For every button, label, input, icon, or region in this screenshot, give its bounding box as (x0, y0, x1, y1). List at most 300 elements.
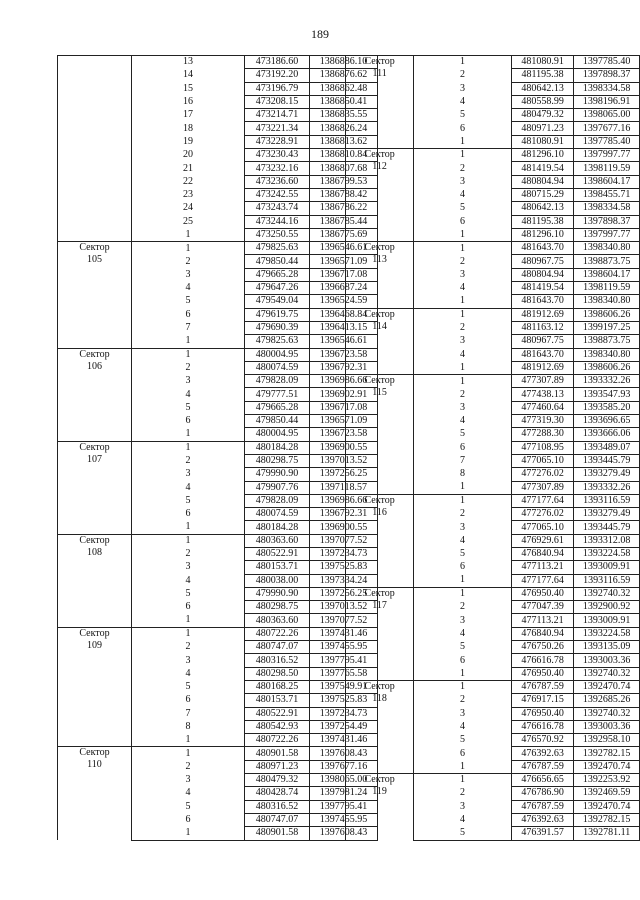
coordinate-x: 476391.57 (511, 827, 573, 840)
coordinate-y: 1386785.44 (310, 215, 378, 228)
point-number: 1 (414, 149, 512, 162)
point-number: 2 (414, 508, 512, 521)
point-number: 15 (132, 82, 245, 95)
point-number: 4 (132, 667, 245, 680)
point-number: 21 (132, 162, 245, 175)
sector-label: Сектор 113 (346, 242, 414, 308)
point-number: 5 (414, 109, 512, 122)
coordinate-x: 479825.63 (245, 335, 310, 348)
coordinate-y: 1396986.66 (310, 494, 378, 507)
coordinate-y: 1396413.15 (310, 321, 378, 334)
point-number: 7 (414, 454, 512, 467)
coordinate-x: 479777.51 (245, 388, 310, 401)
point-number: 1 (414, 774, 512, 787)
coordinate-y: 1397455.95 (310, 641, 378, 654)
coordinate-x: 479690.39 (245, 321, 310, 334)
coordinate-x: 479828.09 (245, 375, 310, 388)
coordinate-y: 1397898.37 (574, 69, 640, 82)
coordinate-x: 480642.13 (511, 202, 573, 215)
point-number: 6 (414, 215, 512, 228)
coordinate-x: 477047.39 (511, 601, 573, 614)
coordinate-x: 480642.13 (511, 82, 573, 95)
coordinate-y: 1397077.52 (310, 614, 378, 627)
coordinate-x: 480074.59 (245, 508, 310, 521)
coordinate-x: 480363.60 (245, 534, 310, 547)
point-number: 4 (414, 627, 512, 640)
coordinate-y: 1397549.91 (310, 680, 378, 693)
point-number: 2 (132, 641, 245, 654)
coordinate-x: 473208.15 (245, 95, 310, 108)
coordinate-y: 1398606.26 (574, 308, 640, 321)
coordinate-y: 1396571.09 (310, 415, 378, 428)
coordinate-x: 481195.38 (511, 215, 573, 228)
coordinate-y: 1397677.16 (574, 122, 640, 135)
coordinate-x: 477276.02 (511, 508, 573, 521)
coordinate-x: 476917.15 (511, 694, 573, 707)
coordinate-x: 480184.28 (245, 441, 310, 454)
coordinate-x: 476950.40 (511, 707, 573, 720)
coordinate-x: 476616.78 (511, 720, 573, 733)
sector-label: Сектор 106 (58, 348, 132, 441)
sector-label: Сектор 107 (58, 441, 132, 534)
point-number: 5 (132, 800, 245, 813)
point-number: 23 (132, 188, 245, 201)
coordinate-x: 480074.59 (245, 361, 310, 374)
page-number: 189 (311, 27, 329, 41)
point-number: 1 (414, 375, 512, 388)
point-number: 3 (132, 654, 245, 667)
table-row (346, 680, 640, 693)
point-number: 4 (132, 787, 245, 800)
coordinate-y: 1396723.58 (310, 428, 378, 441)
sector-label: Сектор 115 (346, 375, 414, 495)
coordinate-x: 481080.91 (511, 135, 573, 148)
table-row (346, 774, 640, 787)
point-number: 6 (414, 654, 512, 667)
coordinate-y: 1396900.55 (310, 441, 378, 454)
coordinate-y: 1398196.91 (574, 95, 640, 108)
coordinate-y: 1397981.24 (310, 787, 378, 800)
point-number: 2 (414, 787, 512, 800)
point-number: 1 (414, 667, 512, 680)
coordinate-y: 1396546.61 (310, 242, 378, 255)
point-number: 3 (414, 401, 512, 414)
table-row (58, 627, 378, 640)
coordinate-x: 480901.58 (245, 827, 310, 840)
coordinate-y: 1393445.79 (574, 454, 640, 467)
coordinate-y: 1396792.31 (310, 508, 378, 521)
point-number: 2 (414, 321, 512, 334)
coordinate-y: 1398873.75 (574, 255, 640, 268)
coordinate-y: 1393445.79 (574, 521, 640, 534)
coordinate-y: 1398340.80 (574, 295, 640, 308)
point-number: 1 (132, 335, 245, 348)
point-number: 6 (132, 694, 245, 707)
coordinate-y: 1398604.17 (574, 175, 640, 188)
coordinate-x: 480967.75 (511, 335, 573, 348)
point-number: 2 (414, 69, 512, 82)
coordinate-y: 1396723.58 (310, 348, 378, 361)
coordinate-x: 477460.64 (511, 401, 573, 414)
sector-label (58, 56, 132, 242)
point-number: 1 (132, 242, 245, 255)
coordinate-x: 480168.25 (245, 680, 310, 693)
coordinate-x: 477177.64 (511, 494, 573, 507)
coordinate-y: 1392253.92 (574, 774, 640, 787)
coordinate-x: 479549.04 (245, 295, 310, 308)
point-number: 1 (132, 228, 245, 241)
point-number: 2 (132, 454, 245, 467)
point-number: 6 (414, 122, 512, 135)
coordinate-x: 480558.99 (511, 95, 573, 108)
table-row (58, 441, 378, 454)
coordinate-y: 1393666.06 (574, 428, 640, 441)
coordinate-x: 476656.65 (511, 774, 573, 787)
point-number: 2 (414, 388, 512, 401)
coordinate-x: 480971.23 (511, 122, 573, 135)
point-number: 1 (132, 827, 245, 840)
point-number: 17 (132, 109, 245, 122)
coordinate-x: 477065.10 (511, 521, 573, 534)
coordinate-y: 1397455.95 (310, 813, 378, 826)
coordinate-x: 477108.95 (511, 441, 573, 454)
coordinate-y: 1393224.58 (574, 627, 640, 640)
coordinate-y: 1392470.74 (574, 760, 640, 773)
coordinate-y: 1397256.25 (310, 468, 378, 481)
point-number: 4 (132, 574, 245, 587)
coordinate-x: 480971.23 (245, 760, 310, 773)
point-number: 8 (414, 468, 512, 481)
coordinate-x: 476787.59 (511, 800, 573, 813)
coordinate-y: 1392781.11 (574, 827, 640, 840)
point-number: 7 (132, 321, 245, 334)
coordinate-y: 1397898.37 (574, 215, 640, 228)
coordinate-y: 1396900.55 (310, 521, 378, 534)
point-number: 5 (132, 680, 245, 693)
coordinate-y: 1393696.65 (574, 415, 640, 428)
coordinate-x: 480722.26 (245, 627, 310, 640)
point-number: 19 (132, 135, 245, 148)
point-number: 1 (414, 574, 512, 587)
coordinate-y: 1392469.59 (574, 787, 640, 800)
coordinate-x: 480722.26 (245, 734, 310, 747)
point-number: 6 (132, 508, 245, 521)
coordinate-x: 480522.91 (245, 547, 310, 560)
sector-label: Сектор 118 (346, 680, 414, 773)
coordinate-y: 1393116.59 (574, 574, 640, 587)
coordinate-x: 477065.10 (511, 454, 573, 467)
coordinate-y: 1397785.40 (574, 56, 640, 69)
point-number: 1 (132, 734, 245, 747)
table-row (346, 242, 640, 255)
coordinate-y: 1393009.91 (574, 614, 640, 627)
coordinate-x: 473243.74 (245, 202, 310, 215)
point-number: 1 (132, 747, 245, 760)
coordinate-y: 1397677.16 (310, 760, 378, 773)
coordinate-y: 1393003.36 (574, 654, 640, 667)
sector-label: Сектор 105 (58, 242, 132, 348)
table-row (346, 56, 640, 69)
point-number: 2 (132, 547, 245, 560)
coordinate-x: 473228.91 (245, 135, 310, 148)
coordinate-y: 1393009.91 (574, 561, 640, 574)
point-number: 4 (132, 481, 245, 494)
coordinate-x: 473236.60 (245, 175, 310, 188)
coordinate-y: 1386799.53 (310, 175, 378, 188)
point-number: 3 (414, 268, 512, 281)
point-number: 20 (132, 149, 245, 162)
sector-label: Сектор 109 (58, 627, 132, 747)
coordinate-x: 479907.76 (245, 481, 310, 494)
coordinate-y: 1397765.58 (310, 667, 378, 680)
right-coordinates-table (345, 55, 640, 841)
sector-label: Сектор 114 (346, 308, 414, 374)
sector-label: Сектор 108 (58, 534, 132, 627)
point-number: 6 (414, 441, 512, 454)
coordinate-x: 480298.75 (245, 454, 310, 467)
coordinate-x: 480479.32 (511, 109, 573, 122)
coordinate-x: 480804.94 (511, 175, 573, 188)
coordinate-x: 477288.30 (511, 428, 573, 441)
coordinate-y: 1392685.26 (574, 694, 640, 707)
table-row (58, 534, 378, 547)
point-number: 4 (414, 348, 512, 361)
point-number: 1 (414, 680, 512, 693)
point-number: 1 (132, 521, 245, 534)
point-number: 1 (132, 441, 245, 454)
coordinate-y: 1398455.71 (574, 188, 640, 201)
sector-label: Сектор 111 (346, 56, 414, 149)
coordinate-x: 481643.70 (511, 242, 573, 255)
coordinate-x: 479665.28 (245, 401, 310, 414)
coordinate-y: 1396546.61 (310, 335, 378, 348)
coordinate-x: 479850.44 (245, 255, 310, 268)
point-number: 7 (132, 707, 245, 720)
coordinate-y: 1398606.26 (574, 361, 640, 374)
coordinate-y: 1397334.24 (310, 574, 378, 587)
point-number: 25 (132, 215, 245, 228)
coordinate-y: 1396792.31 (310, 361, 378, 374)
coordinate-x: 477307.89 (511, 375, 573, 388)
point-number: 4 (414, 415, 512, 428)
sector-label: Сектор 117 (346, 587, 414, 680)
coordinate-y: 1393312.08 (574, 534, 640, 547)
coordinate-y: 1392740.32 (574, 707, 640, 720)
coordinate-y: 1397013.52 (310, 454, 378, 467)
coordinate-x: 481163.12 (511, 321, 573, 334)
point-number: 1 (132, 627, 245, 640)
point-number: 3 (414, 335, 512, 348)
coordinate-y: 1386807.68 (310, 162, 378, 175)
coordinate-x: 479665.28 (245, 268, 310, 281)
coordinate-y: 1393135.09 (574, 641, 640, 654)
point-number: 1 (414, 481, 512, 494)
coordinate-y: 1397254.49 (310, 720, 378, 733)
point-number: 1 (414, 308, 512, 321)
coordinate-x: 480967.75 (511, 255, 573, 268)
coordinate-y: 1396902.91 (310, 388, 378, 401)
point-number: 2 (132, 361, 245, 374)
coordinate-y: 1392782.15 (574, 813, 640, 826)
point-number: 16 (132, 95, 245, 108)
coordinate-x: 480715.29 (511, 188, 573, 201)
coordinate-y: 1397608.43 (310, 827, 378, 840)
coordinate-x: 480522.91 (245, 707, 310, 720)
coordinate-x: 480184.28 (245, 521, 310, 534)
coordinate-y: 1386810.84 (310, 149, 378, 162)
point-number: 5 (132, 401, 245, 414)
coordinate-y: 1386826.24 (310, 122, 378, 135)
coordinate-y: 1398065.00 (310, 774, 378, 787)
coordinate-x: 480038.00 (245, 574, 310, 587)
table-row (58, 348, 378, 361)
point-number: 5 (132, 295, 245, 308)
point-number: 2 (414, 162, 512, 175)
coordinate-x: 477307.89 (511, 481, 573, 494)
coordinate-x: 481195.38 (511, 69, 573, 82)
coordinate-y: 1397997.77 (574, 149, 640, 162)
point-number: 5 (414, 827, 512, 840)
table-row (58, 747, 378, 760)
point-number: 4 (414, 188, 512, 201)
point-number: 1 (414, 760, 512, 773)
coordinate-y: 1396571.09 (310, 255, 378, 268)
coordinate-y: 1386862.48 (310, 82, 378, 95)
coordinate-x: 480316.52 (245, 654, 310, 667)
coordinate-x: 479828.09 (245, 494, 310, 507)
coordinate-x: 480542.93 (245, 720, 310, 733)
coordinate-x: 481080.91 (511, 56, 573, 69)
coordinate-y: 1393585.20 (574, 401, 640, 414)
point-number: 18 (132, 122, 245, 135)
coordinate-y: 1396468.84 (310, 308, 378, 321)
coordinate-x: 481296.10 (511, 149, 573, 162)
sector-label: Сектор 110 (58, 747, 132, 840)
coordinate-y: 1397608.43 (310, 747, 378, 760)
coordinate-x: 479647.26 (245, 282, 310, 295)
coordinate-x: 480004.95 (245, 428, 310, 441)
coordinate-y: 1398604.17 (574, 268, 640, 281)
coordinate-x: 477319.30 (511, 415, 573, 428)
point-number: 2 (132, 255, 245, 268)
coordinate-x: 473186.60 (245, 56, 310, 69)
point-number: 4 (414, 282, 512, 295)
coordinate-x: 480316.52 (245, 800, 310, 813)
point-number: 3 (414, 175, 512, 188)
coordinate-x: 480901.58 (245, 747, 310, 760)
coordinate-y: 1397525.83 (310, 561, 378, 574)
coordinate-x: 481912.69 (511, 308, 573, 321)
coordinate-y: 1397013.52 (310, 601, 378, 614)
coordinate-x: 480298.75 (245, 601, 310, 614)
point-number: 4 (132, 282, 245, 295)
coordinate-x: 473192.20 (245, 69, 310, 82)
coordinate-x: 481643.70 (511, 295, 573, 308)
table-row (346, 375, 640, 388)
point-number: 24 (132, 202, 245, 215)
point-number: 1 (132, 614, 245, 627)
point-number: 5 (414, 641, 512, 654)
coordinate-y: 1397234.73 (310, 707, 378, 720)
coordinate-y: 1396986.66 (310, 375, 378, 388)
coordinate-x: 479990.90 (245, 468, 310, 481)
coordinate-y: 1392958.10 (574, 734, 640, 747)
coordinate-y: 1397785.40 (574, 135, 640, 148)
table-row (58, 242, 378, 255)
coordinate-x: 481296.10 (511, 228, 573, 241)
coordinate-y: 1393332.26 (574, 481, 640, 494)
coordinate-x: 479825.63 (245, 242, 310, 255)
coordinate-x: 480747.07 (245, 813, 310, 826)
coordinate-x: 480479.32 (245, 774, 310, 787)
point-number: 8 (132, 720, 245, 733)
coordinate-y: 1386813.62 (310, 135, 378, 148)
coordinate-y: 1397431.46 (310, 734, 378, 747)
coordinate-x: 476750.26 (511, 641, 573, 654)
coordinate-y: 1397795.41 (310, 654, 378, 667)
point-number: 4 (414, 534, 512, 547)
point-number: 6 (132, 308, 245, 321)
coordinate-x: 477113.21 (511, 614, 573, 627)
coordinate-y: 1398065.00 (574, 109, 640, 122)
coordinate-x: 480804.94 (511, 268, 573, 281)
point-number: 6 (132, 813, 245, 826)
point-number: 3 (414, 707, 512, 720)
point-number: 1 (414, 242, 512, 255)
point-number: 6 (414, 561, 512, 574)
point-number: 3 (132, 268, 245, 281)
coordinate-y: 1397256.25 (310, 587, 378, 600)
coordinate-x: 477276.02 (511, 468, 573, 481)
point-number: 6 (132, 601, 245, 614)
point-number: 4 (132, 388, 245, 401)
coordinate-x: 473242.55 (245, 188, 310, 201)
point-number: 6 (132, 415, 245, 428)
coordinate-y: 1392740.32 (574, 667, 640, 680)
point-number: 3 (132, 774, 245, 787)
coordinate-x: 473221.34 (245, 122, 310, 135)
coordinate-x: 476929.61 (511, 534, 573, 547)
coordinate-x: 476950.40 (511, 587, 573, 600)
point-number: 3 (414, 82, 512, 95)
coordinate-x: 479619.75 (245, 308, 310, 321)
point-number: 4 (414, 720, 512, 733)
coordinate-x: 481419.54 (511, 162, 573, 175)
coordinate-y: 1386876.62 (310, 69, 378, 82)
point-number: 5 (132, 494, 245, 507)
coordinate-x: 473230.43 (245, 149, 310, 162)
left-coordinates-table (57, 55, 378, 841)
coordinate-y: 1393003.36 (574, 720, 640, 733)
coordinate-y: 1392740.32 (574, 587, 640, 600)
coordinate-y: 1398334.58 (574, 82, 640, 95)
coordinate-x: 477177.64 (511, 574, 573, 587)
point-number: 13 (132, 56, 245, 69)
coordinate-y: 1396717.08 (310, 401, 378, 414)
coordinate-y: 1398873.75 (574, 335, 640, 348)
point-number: 6 (414, 747, 512, 760)
coordinate-x: 480004.95 (245, 348, 310, 361)
coordinate-y: 1386850.41 (310, 95, 378, 108)
point-number: 5 (132, 587, 245, 600)
table-row (346, 587, 640, 600)
point-number: 5 (414, 734, 512, 747)
coordinate-y: 1396717.08 (310, 268, 378, 281)
coordinate-x: 473244.16 (245, 215, 310, 228)
coordinate-y: 1386886.10 (310, 56, 378, 69)
coordinate-y: 1397795.41 (310, 800, 378, 813)
coordinate-y: 1393332.26 (574, 375, 640, 388)
